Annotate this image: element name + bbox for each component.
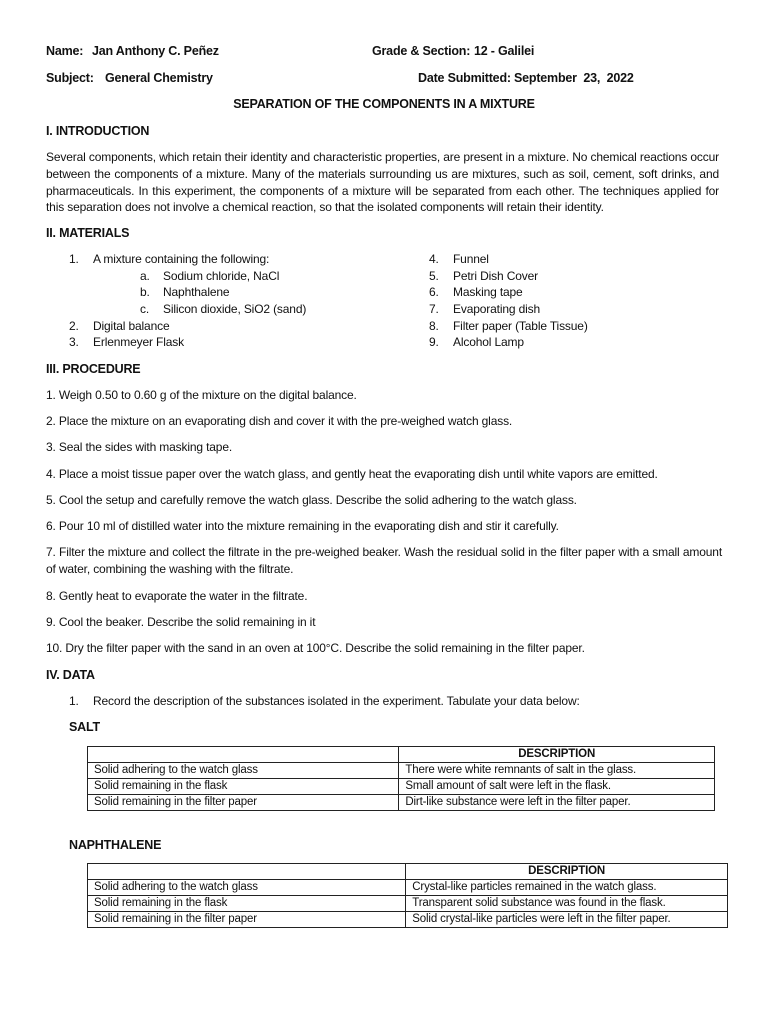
material-sub-letter: b. xyxy=(140,285,150,299)
material-item: A mixture containing the following: xyxy=(93,252,270,266)
material-item: Filter paper (Table Tissue) xyxy=(453,319,588,333)
material-item: Masking tape xyxy=(453,285,523,299)
table-row xyxy=(88,896,728,912)
table-header-blank xyxy=(88,747,399,763)
material-sub-item: Silicon dioxide, SiO2 (sand) xyxy=(163,302,307,316)
material-number: 8. xyxy=(429,319,439,333)
table-row xyxy=(88,763,715,779)
table-header-row xyxy=(88,747,715,763)
row-label: Solid remaining in the filter paper xyxy=(88,912,406,928)
table-row xyxy=(88,912,728,928)
procedure-step: 6. Pour 10 ml of distilled water into the mixture remaining in the evaporating dish and stir it carefully. xyxy=(46,519,559,533)
row-label: Solid adhering to the watch glass xyxy=(88,763,399,779)
material-sub-letter: c. xyxy=(140,302,150,316)
data-instruction-number: 1. xyxy=(69,694,79,708)
procedure-step: 5. Cool the setup and carefully remove the watch glass. Describe the solid adhering to the watch glass. xyxy=(46,493,577,507)
date-label: Date Submitted: xyxy=(418,71,511,85)
salt-table xyxy=(87,746,715,811)
material-number: 1. xyxy=(69,252,79,266)
data-heading: IV. DATA xyxy=(46,668,95,682)
salt-heading: SALT xyxy=(69,720,100,734)
naphthalene-heading: NAPHTHALENE xyxy=(69,838,162,852)
description-header: DESCRIPTION xyxy=(399,747,715,763)
row-label: Solid remaining in the flask xyxy=(88,896,406,912)
material-item: Erlenmeyer Flask xyxy=(93,335,184,349)
table-header-row xyxy=(88,864,728,880)
date-value: September 23, 2022 xyxy=(514,71,634,85)
row-label: Solid adhering to the watch glass xyxy=(88,880,406,896)
procedure-step: 2. Place the mixture on an evaporating dish and cover it with the pre-weighed watch glass. xyxy=(46,414,513,428)
row-description: There were white remnants of salt in the glass. xyxy=(399,763,715,779)
name-label: Name: xyxy=(46,44,84,58)
material-item: Alcohol Lamp xyxy=(453,335,524,349)
procedure-step: 7. Filter the mixture and collect the filtrate in the pre-weighed beaker. Wash the residual solid in the filter paper with a small amount of water, combining the washing with the filtrate. xyxy=(46,545,722,576)
material-number: 4. xyxy=(429,252,439,266)
table-row xyxy=(88,779,715,795)
procedure-step: 10. Dry the filter paper with the sand in an oven at 100°C. Describe the solid remaining in the filter paper. xyxy=(46,641,585,655)
material-sub-item: Naphthalene xyxy=(163,285,230,299)
row-label: Solid remaining in the flask xyxy=(88,779,399,795)
subject-label: Subject: xyxy=(46,71,94,85)
data-instruction: Record the description of the substances isolated in the experiment. Tabulate your data below: xyxy=(93,694,580,708)
grade-label: Grade & Section: xyxy=(372,44,471,58)
introduction-heading: I. INTRODUCTION xyxy=(46,124,150,138)
row-label: Solid remaining in the filter paper xyxy=(88,795,399,811)
procedure-heading: III. PROCEDURE xyxy=(46,362,141,376)
material-number: 7. xyxy=(429,302,439,316)
row-description: Solid crystal-like particles were left in the filter paper. xyxy=(406,912,728,928)
materials-heading: II. MATERIALS xyxy=(46,226,130,240)
introduction-text: Several components, which retain their identity and characteristic properties, are present in a mixture. No chemical reactions occur between the components of a mixture. Many of the materials surrounding us are mixtures, such as soil, cement, soft drinks, and pharmaceuticals. In this experiment, the components of a mixture will be separated from each other. The techniques applied for this separation does not involve a chemical reaction, so that the isolated components will retain their identity. xyxy=(46,150,719,215)
page-title: SEPARATION OF THE COMPONENTS IN A MIXTURE xyxy=(233,97,535,111)
row-description: Dirt-like substance were left in the filter paper. xyxy=(399,795,715,811)
table-header-blank xyxy=(88,864,406,880)
name-value: Jan Anthony C. Peñez xyxy=(92,44,219,58)
subject-value: General Chemistry xyxy=(105,71,213,85)
description-header: DESCRIPTION xyxy=(406,864,728,880)
material-number: 5. xyxy=(429,269,439,283)
naphthalene-table xyxy=(87,863,728,928)
material-sub-letter: a. xyxy=(140,269,150,283)
procedure-step: 3. Seal the sides with masking tape. xyxy=(46,440,233,454)
table-row xyxy=(88,880,728,896)
material-item: Petri Dish Cover xyxy=(453,269,538,283)
material-item: Evaporating dish xyxy=(453,302,540,316)
row-description: Crystal-like particles remained in the watch glass. xyxy=(406,880,728,896)
procedure-step: 9. Cool the beaker. Describe the solid remaining in it xyxy=(46,615,316,629)
row-description: Small amount of salt were left in the flask. xyxy=(399,779,715,795)
row-description: Transparent solid substance was found in the flask. xyxy=(406,896,728,912)
material-item: Funnel xyxy=(453,252,489,266)
grade-value: 12 - Galilei xyxy=(474,44,535,58)
table-row xyxy=(88,795,715,811)
procedure-step: 1. Weigh 0.50 to 0.60 g of the mixture on the digital balance. xyxy=(46,388,357,402)
material-number: 2. xyxy=(69,319,79,333)
procedure-step: 8. Gently heat to evaporate the water in the filtrate. xyxy=(46,589,308,603)
procedure-step: 4. Place a moist tissue paper over the watch glass, and gently heat the evaporating dish until white vapors are emitted. xyxy=(46,467,658,481)
material-item: Digital balance xyxy=(93,319,170,333)
material-number: 6. xyxy=(429,285,439,299)
material-sub-item: Sodium chloride, NaCl xyxy=(163,269,280,283)
material-number: 3. xyxy=(69,335,79,349)
material-number: 9. xyxy=(429,335,439,349)
